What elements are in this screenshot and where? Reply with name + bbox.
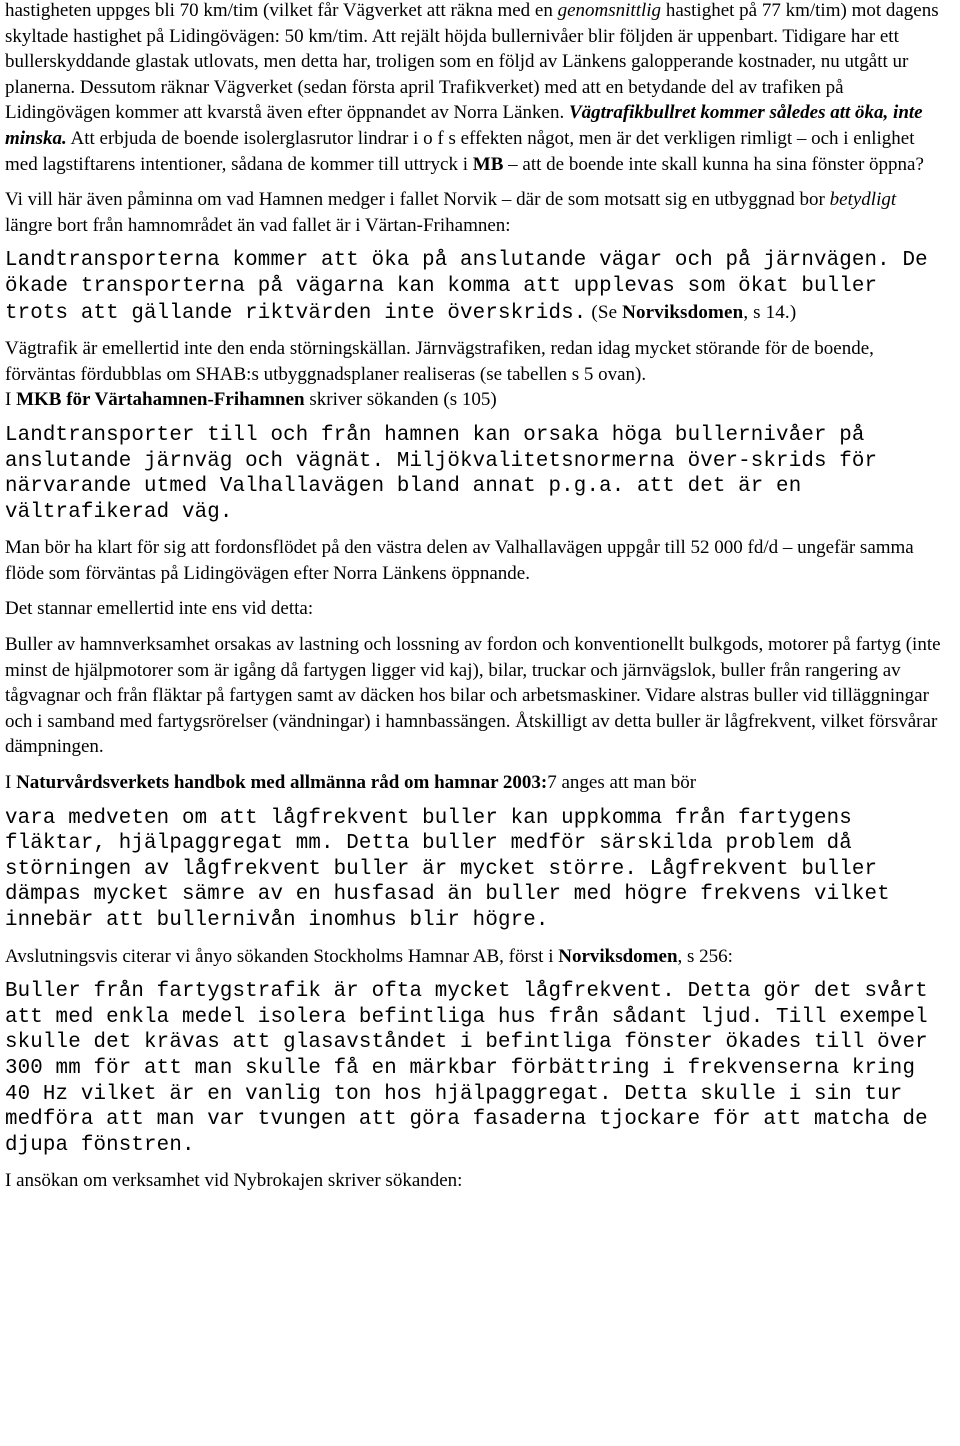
paragraph-traffic-flow: Man bör ha klart för sig att fordonsflödet på den västra delen av Valhallavägen uppgår till 52 000 fd/d – ungefär samma flöde som förväntas på Lidingövägen efter Norra Länkens öppnande. (5, 537, 914, 584)
text-span: 7 anges att man bör (547, 772, 697, 794)
paragraph-stockholms-hamnar (5, 944, 945, 970)
quote-text: Landtransporterna kommer att öka på anslutande vägar och på järnvägen. De ökade transporterna på vägarna kan komma att upplevas som ökat buller trots att gällande riktvärden inte överskrids. (5, 249, 928, 325)
quote-ship-traffic: Buller från fartygstrafik är ofta mycket lågfrekvent. Detta gör det svårt att med enkla medel isolera befintliga hus från sådant ljud. Till exempel skulle det krävas att glasavståndet i befintliga fönster ökades till över 300 mm för att man skulle få en märkbar förbättring i frekvenserna kring 40 Hz vilket är en vanlig ton hos hjälpaggregat. Detta skulle i sin tur medföra att man var tvungen att göra fasaderna tjockare för att matcha de djupa fönstren. (5, 980, 928, 1157)
italic-emphasis: genomsnittlig (557, 0, 662, 21)
text-span: I (5, 389, 17, 411)
paragraph-nybrokajen: I ansökan om verksamhet vid Nybrokajen skriver sökanden: (5, 1170, 463, 1192)
text-span: Vägtrafik är emellertid inte den enda störningskällan. Järnvägstrafiken, redan idag mycket störande för de boende, förväntas fördubblas om SHAB:s utbyggnadsplaner realiseras (se tabellen s 5 ovan). (5, 338, 874, 385)
text-span: I (5, 772, 17, 794)
paragraph-not-stopping: Det stannar emellertid inte ens vid detta: (5, 598, 314, 620)
paragraph-railway-traffic (5, 336, 945, 413)
bold-emphasis: Norviksdomen (558, 945, 678, 967)
quote-reference: (Se (586, 301, 623, 323)
quote-mkb: Landtransporter till och från hamnen kan orsaka höga bullernivåer på anslutande järnväg och vägnät. Miljökvalitetsnormerna över-skrids för närvarande utmed Valhallavägen bland annat p.g.a. att det är en vältrafikerad väg. (5, 423, 878, 524)
text-span: längre bort från hamnområdet än vad fallet är i Värtan-Frihamnen: (5, 214, 511, 236)
paragraph-road-speed (5, 0, 945, 177)
text-span: hastigheten uppges bli 70 km/tim (vilket får Vägverket att räkna med en (5, 0, 558, 21)
bold-italic-emphasis: Vägtrafikbullret kommer således att öka, inte minska. (5, 102, 923, 149)
paragraph-naturvardsverket (5, 770, 945, 796)
italic-emphasis: betydligt (829, 189, 897, 211)
text-span: Vi vill här även påminna om vad Hamnen medger i fallet Norvik – där de som motsatt sig en utbyggnad bor (5, 189, 830, 211)
text-span: hastighet på 77 km/tim) mot dagens skyltade hastighet på Lidingövägen: 50 km/tim. Att rejält höjda bullernivåer blir följden är uppenbart. Tidigare har ett bullerskyddande glastak utlovats, men detta har, troligen som en följd av Länkens galopperande kostnader, nu utgått ur planerna. Dessutom räknar Vägverket (sedan första april Trafikverket) med att en betydande del av trafiken på Lidingövägen kommer att kvarstå även efter öppnandet av Norra Länken. (5, 0, 939, 124)
bold-emphasis: MKB för Värtahamnen-Frihamnen (16, 389, 305, 411)
text-span: Att erbjuda de boende isolerglasrutor lindrar i o f s effekten något, men är det verkligen rimligt – och i enlighet med lagstiftarens intentioner, sådana de kommer till uttryck i (5, 127, 915, 175)
text-span: – att de boende inte skall kunna ha sina fönster öppna? (503, 153, 924, 175)
quote-norvik (5, 248, 945, 326)
bold-emphasis: MB (472, 153, 504, 175)
paragraph-harbour-noise: Buller av hamnverksamhet orsakas av lastning och lossning av fordon och konventionellt bulkgods, motorer på fartyg (inte minst de hjälpmotorer som är igång då fartygen ligger vid kaj), bilar, truckar och järnvägslok, buller från rangering av tågvagnar och från fläktar på fartygen samt av däcken hos bilar och arbetsmaskiner. Vidare alstras buller vid tilläggningar och i samband med fartygsrörelser (vändningar) i hamnbassängen. Åtskilligt av detta buller är lågfrekvent, vilket försvårar dämpningen. (5, 634, 941, 758)
quote-reference: , s 14.) (743, 301, 797, 323)
paragraph-norvik-reminder (5, 187, 945, 238)
text-span: , s 256: (677, 945, 733, 967)
text-span: Avslutningsvis citerar vi ånyo sökanden Stockholms Hamnar AB, först i (5, 945, 559, 967)
quote-low-frequency: vara medveten om att lågfrekvent buller kan uppkomma från fartygens fläktar, hjälpaggregat mm. Detta buller medför särskilda problem då störningen av lågfrekvent buller är mycket större. Lågfrekvent buller dämpas mycket sämre av en husfasad än buller med högre frekvens vilket innebär att bullernivån inomhus blir högre. (5, 806, 890, 932)
text-span: skriver sökanden (s 105) (304, 389, 497, 411)
bold-emphasis: Naturvårdsverkets handbok med allmänna råd om hamnar 2003: (16, 772, 548, 794)
quote-reference-bold: Norviksdomen (622, 301, 744, 323)
